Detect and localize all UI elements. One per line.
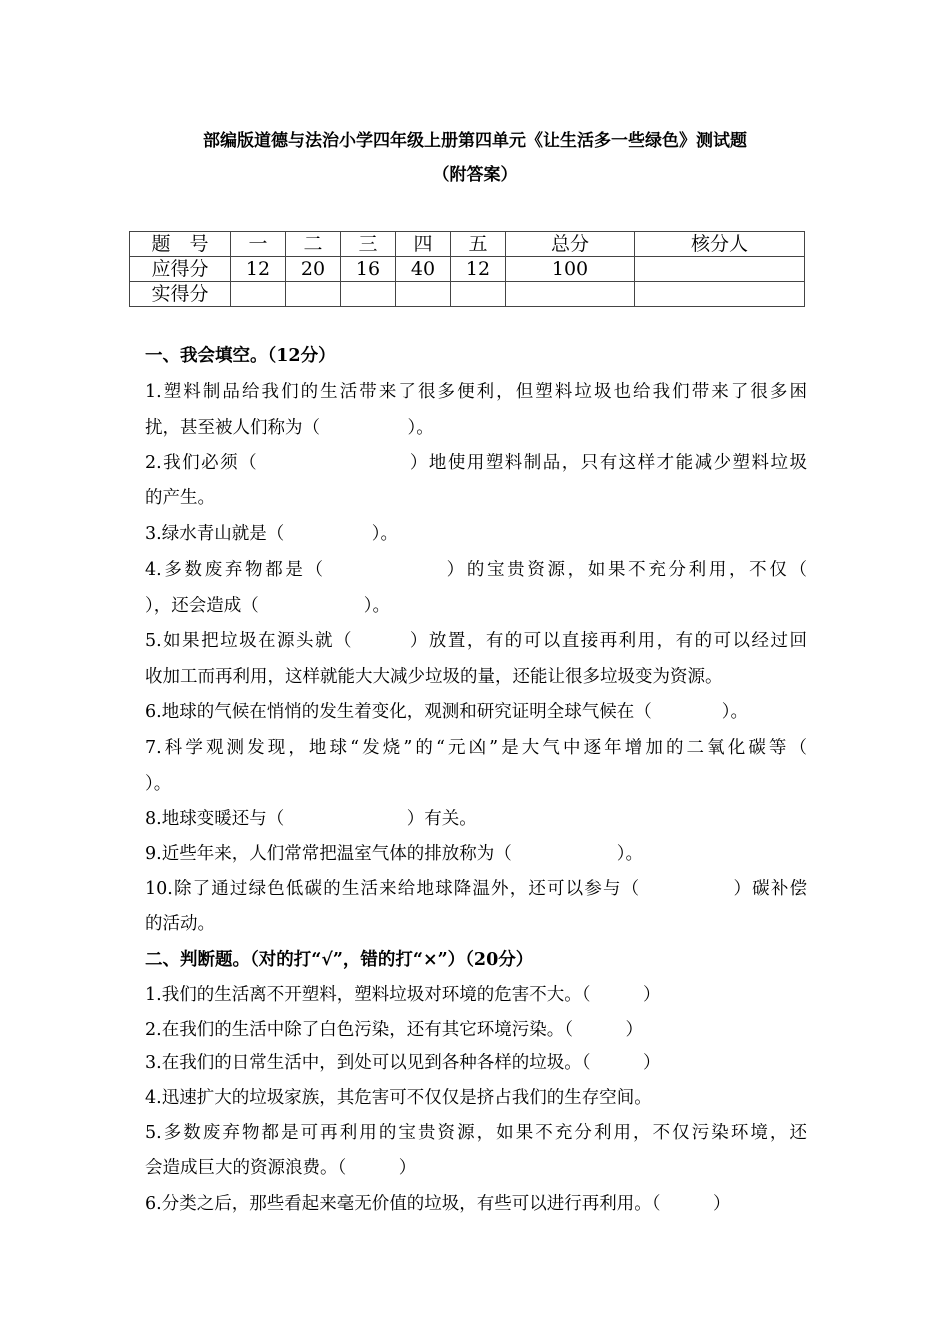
- table-cell: 40: [396, 257, 451, 282]
- question-line: 4.多数废弃物都是（ ）的宝贵资源，如果不充分利用，不仅（: [145, 560, 807, 580]
- question-line: 9.近些年来，人们常常把温室气体的排放称为（ ）。: [145, 844, 643, 864]
- question-line: ）。: [145, 774, 172, 794]
- table-row: [130, 257, 805, 282]
- question-line: 3.绿水青山就是（ ）。: [145, 524, 398, 544]
- table-cell: 100: [506, 257, 635, 282]
- table-cell: 12: [451, 257, 506, 282]
- question-line: 8.地球变暖还与（ ）有关。: [145, 809, 477, 829]
- section-heading: 二、判断题。（对的打“√”，错的打“×”）（20分）: [145, 950, 534, 970]
- question-line: 4.迅速扩大的垃圾家族，其危害可不仅仅是挤占我们的生存空间。: [145, 1088, 652, 1108]
- table-cell: 五: [451, 232, 506, 257]
- table-cell: [231, 282, 286, 307]
- table-cell: 总分: [506, 232, 635, 257]
- question-line: 7.科学观测发现，地球“发烧”的“元凶”是大气中逐年增加的二氧化碳等（: [145, 738, 807, 758]
- table-cell: 核分人: [635, 232, 805, 257]
- question-line: 2.在我们的生活中除了白色污染，还有其它环境污染。（ ）: [145, 1020, 643, 1040]
- document-subtitle: （附答案）: [432, 165, 518, 185]
- table-row: [130, 282, 805, 307]
- question-line: ），还会造成（ ）。: [145, 596, 390, 616]
- table-cell: 二: [286, 232, 341, 257]
- section-heading: 一、我会填空。（12分）: [145, 346, 336, 366]
- question-line: 2.我们必须（ ）地使用塑料制品，只有这样才能减少塑料垃圾: [145, 453, 807, 473]
- table-cell: [341, 282, 396, 307]
- table-cell: [286, 282, 341, 307]
- table-cell: 应得分: [130, 257, 231, 282]
- question-line: 5.多数废弃物都是可再利用的宝贵资源，如果不充分利用，不仅污染环境，还: [145, 1123, 807, 1143]
- document-title: 部编版道德与法治小学四年级上册第四单元《让生活多一些绿色》测试题: [203, 131, 747, 151]
- table-cell: [451, 282, 506, 307]
- question-line: 6.分类之后，那些看起来毫无价值的垃圾，有些可以进行再利用。（ ）: [145, 1194, 731, 1214]
- table-cell: [506, 282, 635, 307]
- question-line: 5.如果把垃圾在源头就（ ）放置，有的可以直接再利用，有的可以经过回: [145, 631, 807, 651]
- table-cell: 题 号: [130, 232, 231, 257]
- question-line: 6.地球的气候在悄悄的发生着变化，观测和研究证明全球气候在（ ）。: [145, 702, 748, 722]
- table-cell: 实得分: [130, 282, 231, 307]
- table-cell: 16: [341, 257, 396, 282]
- table-cell: 20: [286, 257, 341, 282]
- question-line: 10.除了通过绿色低碳的生活来给地球降温外，还可以参与（ ）碳补偿: [145, 879, 807, 899]
- score-table: [129, 231, 805, 307]
- question-line: 的产生。: [145, 488, 215, 508]
- question-line: 1.塑料制品给我们的生活带来了很多便利，但塑料垃圾也给我们带来了很多困: [145, 382, 807, 402]
- question-line: 收加工而再利用，这样就能大大减少垃圾的量，还能让很多垃圾变为资源。: [145, 667, 723, 687]
- question-line: 会造成巨大的资源浪费。（ ）: [145, 1158, 417, 1178]
- question-line: 3.在我们的日常生活中，到处可以见到各种各样的垃圾。（ ）: [145, 1053, 661, 1073]
- table-cell: 一: [231, 232, 286, 257]
- table-cell: [635, 257, 805, 282]
- table-cell: [635, 282, 805, 307]
- question-line: 1.我们的生活离不开塑料，塑料垃圾对环境的危害不大。（ ）: [145, 985, 661, 1005]
- table-header-row: [130, 232, 805, 257]
- table-cell: 三: [341, 232, 396, 257]
- table-cell: 四: [396, 232, 451, 257]
- table-cell: [396, 282, 451, 307]
- question-line: 扰，甚至被人们称为（ ）。: [145, 418, 434, 438]
- table-cell: 12: [231, 257, 286, 282]
- question-line: 的活动。: [145, 914, 215, 934]
